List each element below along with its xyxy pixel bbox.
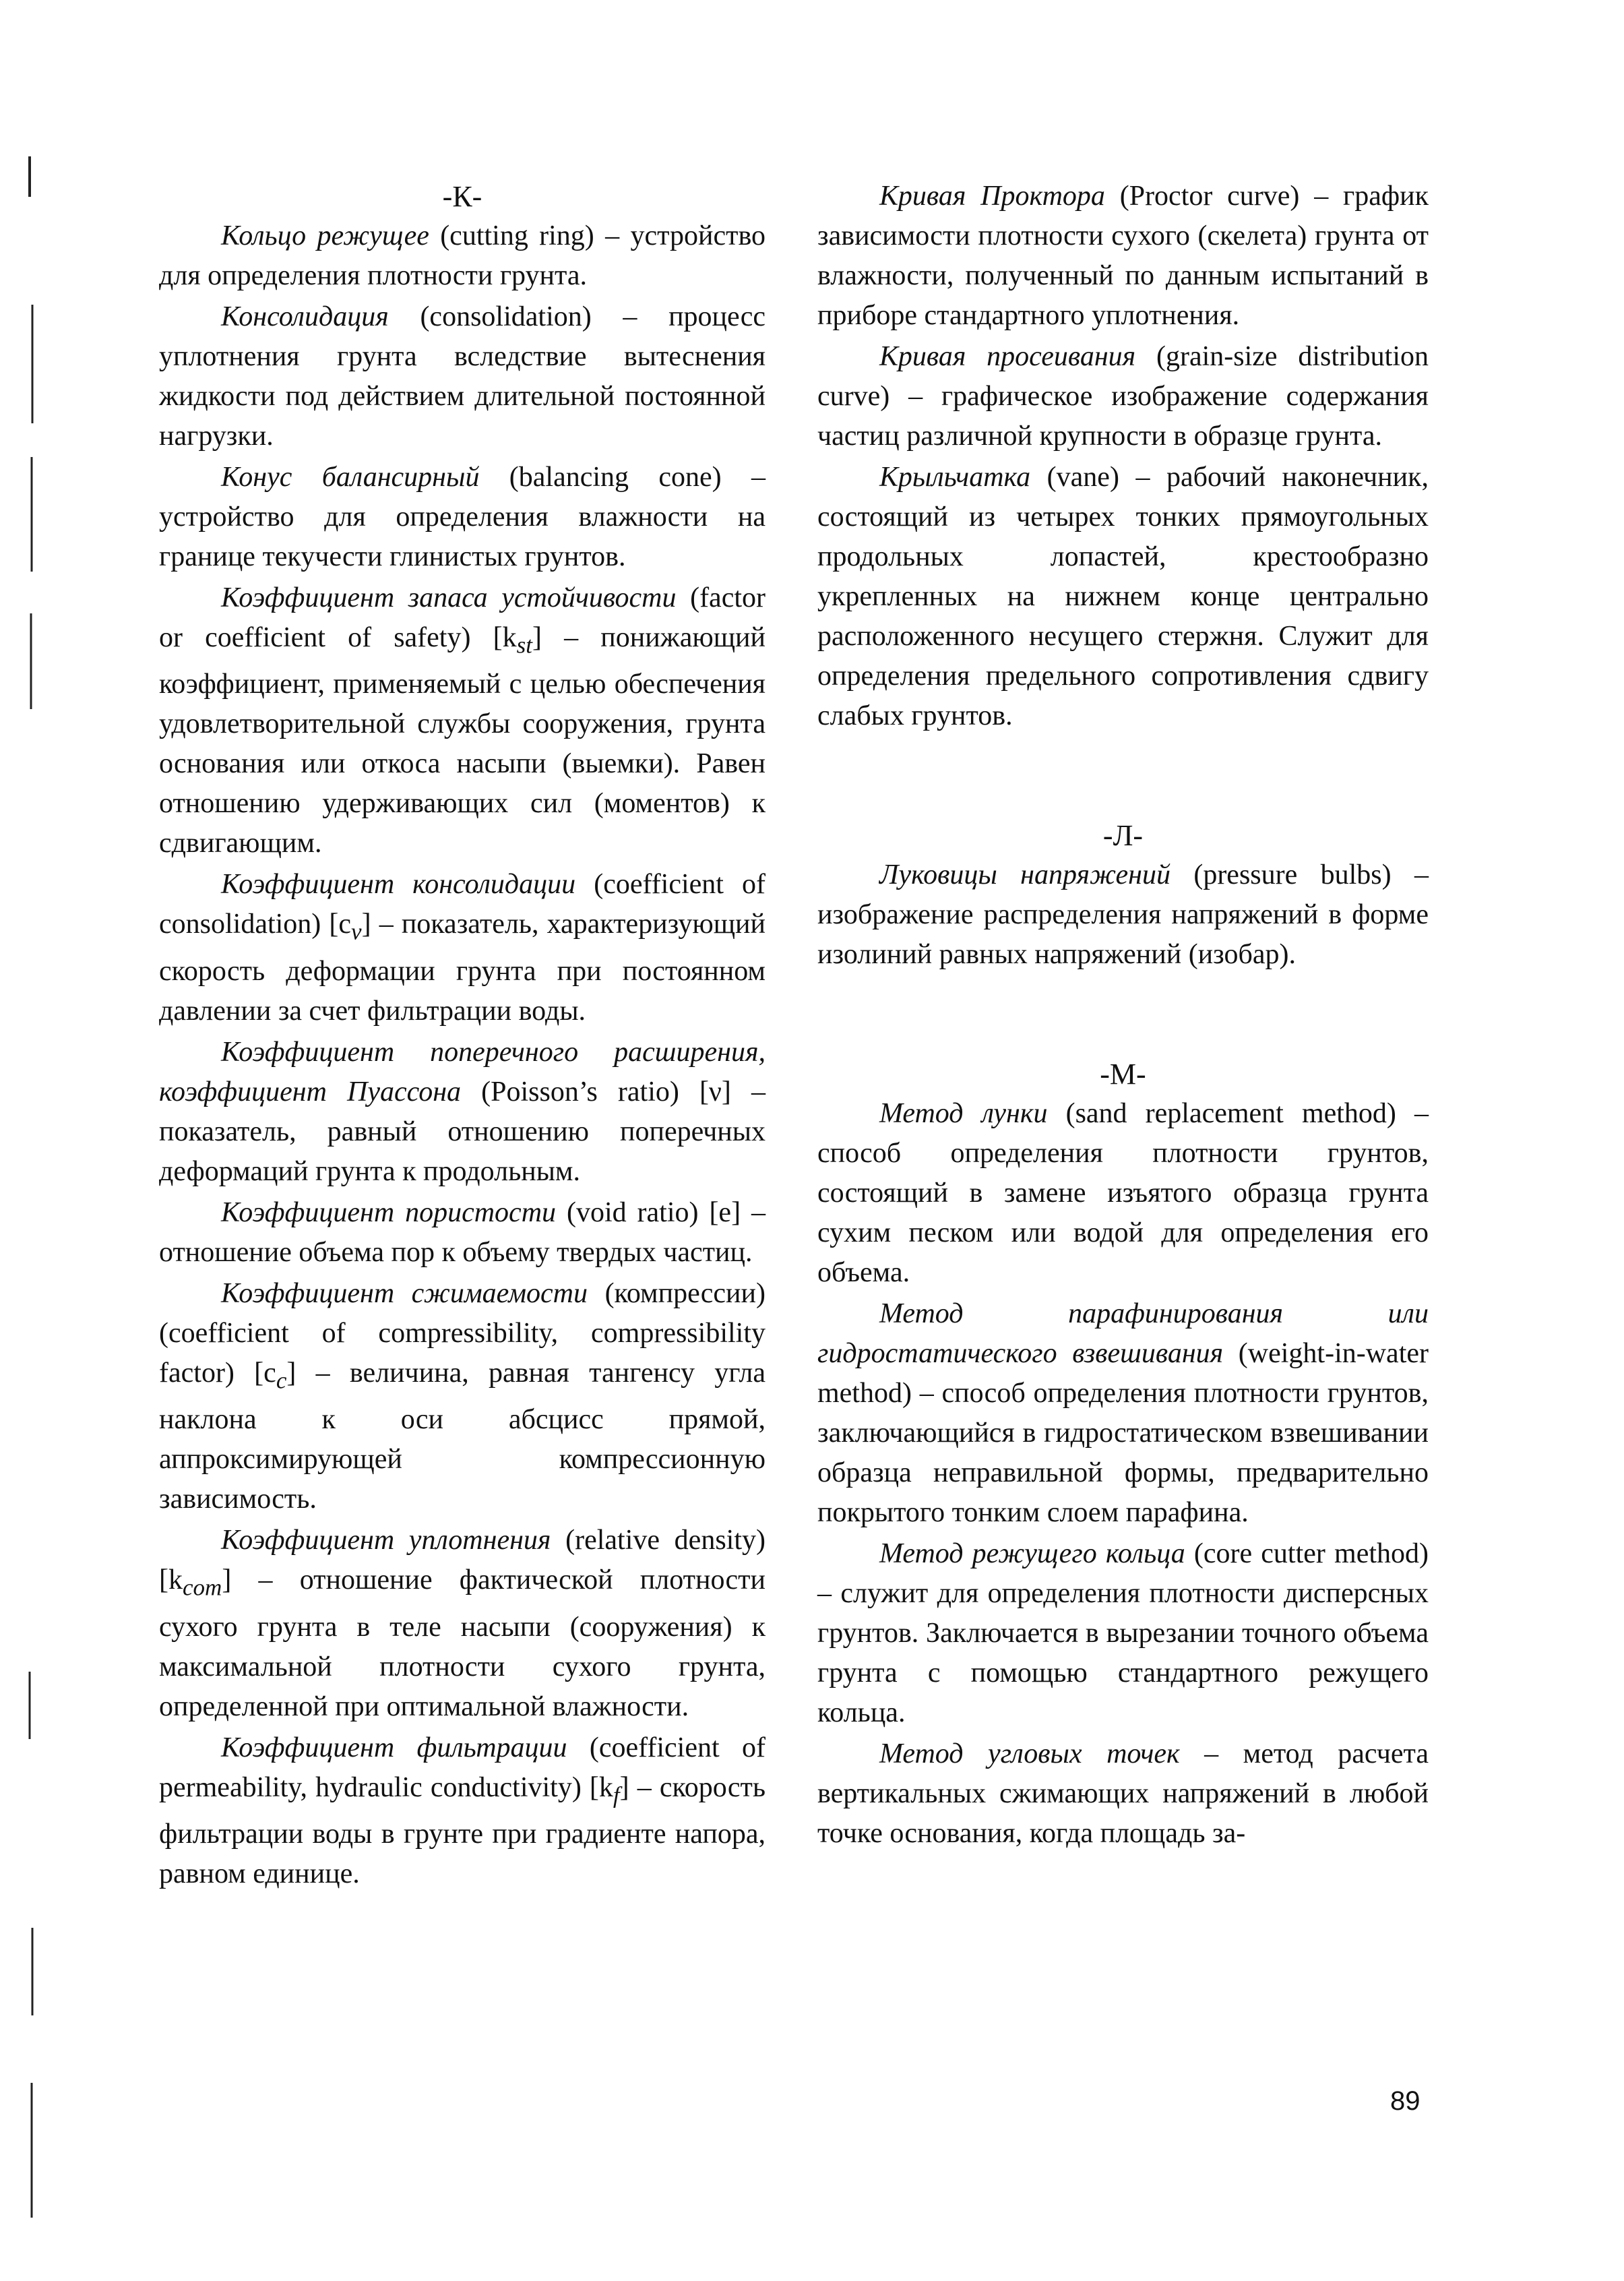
entry-definition: (factor or coefficient of safety) [k bbox=[159, 582, 766, 653]
glossary-entry bbox=[159, 1274, 766, 1519]
entry-definition: (sand replacement method) – способ определения плотности грунтов, состоящий в замене изъятого образца грунта сухим песком или водой для определения его объема. bbox=[817, 1098, 1429, 1288]
entry-definition: (balancing cone) – устройство для определения влажности на границе текучести глинистых грунтов. bbox=[159, 462, 766, 572]
glossary-entry bbox=[159, 458, 766, 577]
entry-term: Коэффициент фильтрации bbox=[221, 1732, 567, 1763]
entry-definition: (Poisson’s ratio) [ν] – показатель, равный отношению поперечных деформаций грунта к продольным. bbox=[159, 1076, 766, 1187]
entry-term: Кольцо режущее bbox=[221, 220, 429, 251]
glossary-entry bbox=[817, 177, 1429, 336]
glossary-entry bbox=[159, 1033, 766, 1192]
entry-definition: (weight-in-water method) – способ определения плотности грунтов, заключающийся в гидростатическом взвешивании образца неправильной формы, предварительно покрытого тонким слоем парафина. bbox=[817, 1338, 1429, 1528]
entry-term: Коэффициент уплотнения bbox=[221, 1525, 551, 1556]
entry-term: Метод лунки bbox=[879, 1098, 1048, 1129]
left-column bbox=[159, 177, 766, 1894]
glossary-entry bbox=[817, 337, 1429, 456]
glossary-entry bbox=[159, 578, 766, 863]
entry-term: Коэффициент запаса устойчивости bbox=[221, 582, 677, 613]
entry-definition-tail: ] – отношение фактической плотности сухого грунта в теле насыпи (сооружения) к максимальной плотности сухого грунта, определенной при оптимальной влажности. bbox=[159, 1564, 766, 1722]
entry-term: Консолидация bbox=[221, 301, 389, 332]
entry-definition-tail: ] – скорость фильтрации воды в грунте при градиенте напора, равном единице. bbox=[159, 1771, 766, 1889]
entry-term: Луковицы напряжений bbox=[879, 859, 1170, 890]
section-spacer bbox=[817, 736, 1429, 816]
page-number: 89 bbox=[1390, 2086, 1420, 2116]
glossary-entry bbox=[159, 1521, 766, 1726]
entry-definition: (pressure bulbs) – изображение распределения напряжений в форме изолиний равных напряжений (изобар). bbox=[817, 859, 1429, 970]
entry-term: Кривая Проктора bbox=[879, 181, 1105, 212]
entry-term: Коэффициент пористости bbox=[221, 1196, 557, 1228]
entry-term: Конус балансирный bbox=[221, 462, 480, 493]
entry-definition: (relative density) [k bbox=[159, 1525, 766, 1596]
glossary-entry bbox=[159, 865, 766, 1031]
entry-definition-tail: ] – показатель, характеризующий скорость деформации грунта при постоянном давлении за счет фильтрации воды. bbox=[159, 909, 766, 1027]
entry-definition: (grain-size distribution curve) – графическое изображение содержания частиц различной крупности в образце грунта. bbox=[817, 341, 1429, 452]
glossary-entry bbox=[817, 1734, 1429, 1854]
symbol-subscript: f bbox=[613, 1781, 620, 1808]
entry-definition: (coefficient of permeability, hydraulic conductivity) [k bbox=[159, 1732, 766, 1803]
symbol-subscript: v bbox=[351, 918, 362, 945]
entry-term: Кривая просеивания bbox=[879, 341, 1136, 372]
symbol-subscript: st bbox=[516, 632, 532, 659]
right-column bbox=[817, 177, 1429, 1854]
entry-definition: (core cutter method) – служит для определения плотности дисперсных грунтов. Заключается в вырезании точного объема грунта с помощью стандартного режущего кольца. bbox=[817, 1538, 1429, 1728]
entry-definition: – метод расчета вертикальных сжимающих напряжений в любой точке основания, когда площадь за- bbox=[817, 1738, 1429, 1849]
entry-definition: (vane) – рабочий наконечник, состоящий из четырех тонких прямоугольных продольных лопастей, крестообразно укрепленных на нижнем конце центрально расположенного несущего стержня. Служит для определения предельного сопротивления сдвигу слабых грунтов. bbox=[817, 462, 1429, 731]
glossary-entry bbox=[817, 1094, 1429, 1293]
section-heading-l: -Л- bbox=[1102, 819, 1144, 852]
entry-definition: (void ratio) [e] – отношение объема пор к объему твердых частиц. bbox=[159, 1196, 766, 1268]
glossary-entry bbox=[159, 297, 766, 456]
entry-term: Метод парафинирования или гидростатического взвешивания bbox=[817, 1298, 1429, 1369]
section-heading-m: -М- bbox=[1100, 1058, 1146, 1091]
entry-term: Коэффициент консолидации bbox=[221, 869, 576, 901]
section-spacer bbox=[817, 975, 1429, 1054]
entry-term: Метод угловых точек bbox=[879, 1738, 1180, 1769]
entry-definition: (coefficient of consolidation) [c bbox=[159, 869, 766, 940]
entry-definition: (Proctor curve) – график зависимости плотности сухого (скелета) грунта от влажности, полученный по данным испытаний в приборе стандартного уплотнения. bbox=[817, 181, 1429, 331]
entry-term: Коэффициент сжимаемости bbox=[221, 1277, 588, 1309]
entry-definition: (cutting ring) – устройство для определения плотности грунта. bbox=[159, 220, 766, 291]
glossary-entry bbox=[817, 458, 1429, 736]
entry-definition-tail: ] – величина, равная тангенсу угла наклона к оси абсцисс прямой, аппроксимирующей компрессионную зависимость. bbox=[159, 1357, 766, 1515]
glossary-entry bbox=[817, 855, 1429, 975]
glossary-entry bbox=[817, 1534, 1429, 1733]
symbol-subscript: c bbox=[276, 1367, 287, 1394]
glossary-entry bbox=[159, 1193, 766, 1273]
entry-definition-tail: ] – понижающий коэффициент, применяемый с целью обеспечения удовлетворительной службы сооружения, грунта основания или откоса насыпи (выемки). Равен отношению удерживающих сил (моментов) к сдвигающим. bbox=[159, 622, 766, 859]
glossary-entry bbox=[159, 1728, 766, 1894]
glossary-entry bbox=[159, 216, 766, 296]
entry-term: Коэффициент поперечного расширения, коэффициент Пуассона bbox=[159, 1036, 766, 1107]
entry-definition: (компрессии) (coefficient of compressibility, compressibility factor) [c bbox=[159, 1277, 766, 1389]
glossary-entry bbox=[817, 1294, 1429, 1533]
entry-definition: (consolidation) – процесс уплотнения грунта вследствие вытеснения жидкости под действием длительной постоянной нагрузки. bbox=[159, 301, 766, 452]
entry-term: Крыльчатка bbox=[879, 462, 1031, 493]
section-heading-k: -К- bbox=[442, 180, 482, 213]
symbol-subscript: com bbox=[183, 1574, 222, 1601]
entry-term: Метод режущего кольца bbox=[879, 1538, 1185, 1569]
